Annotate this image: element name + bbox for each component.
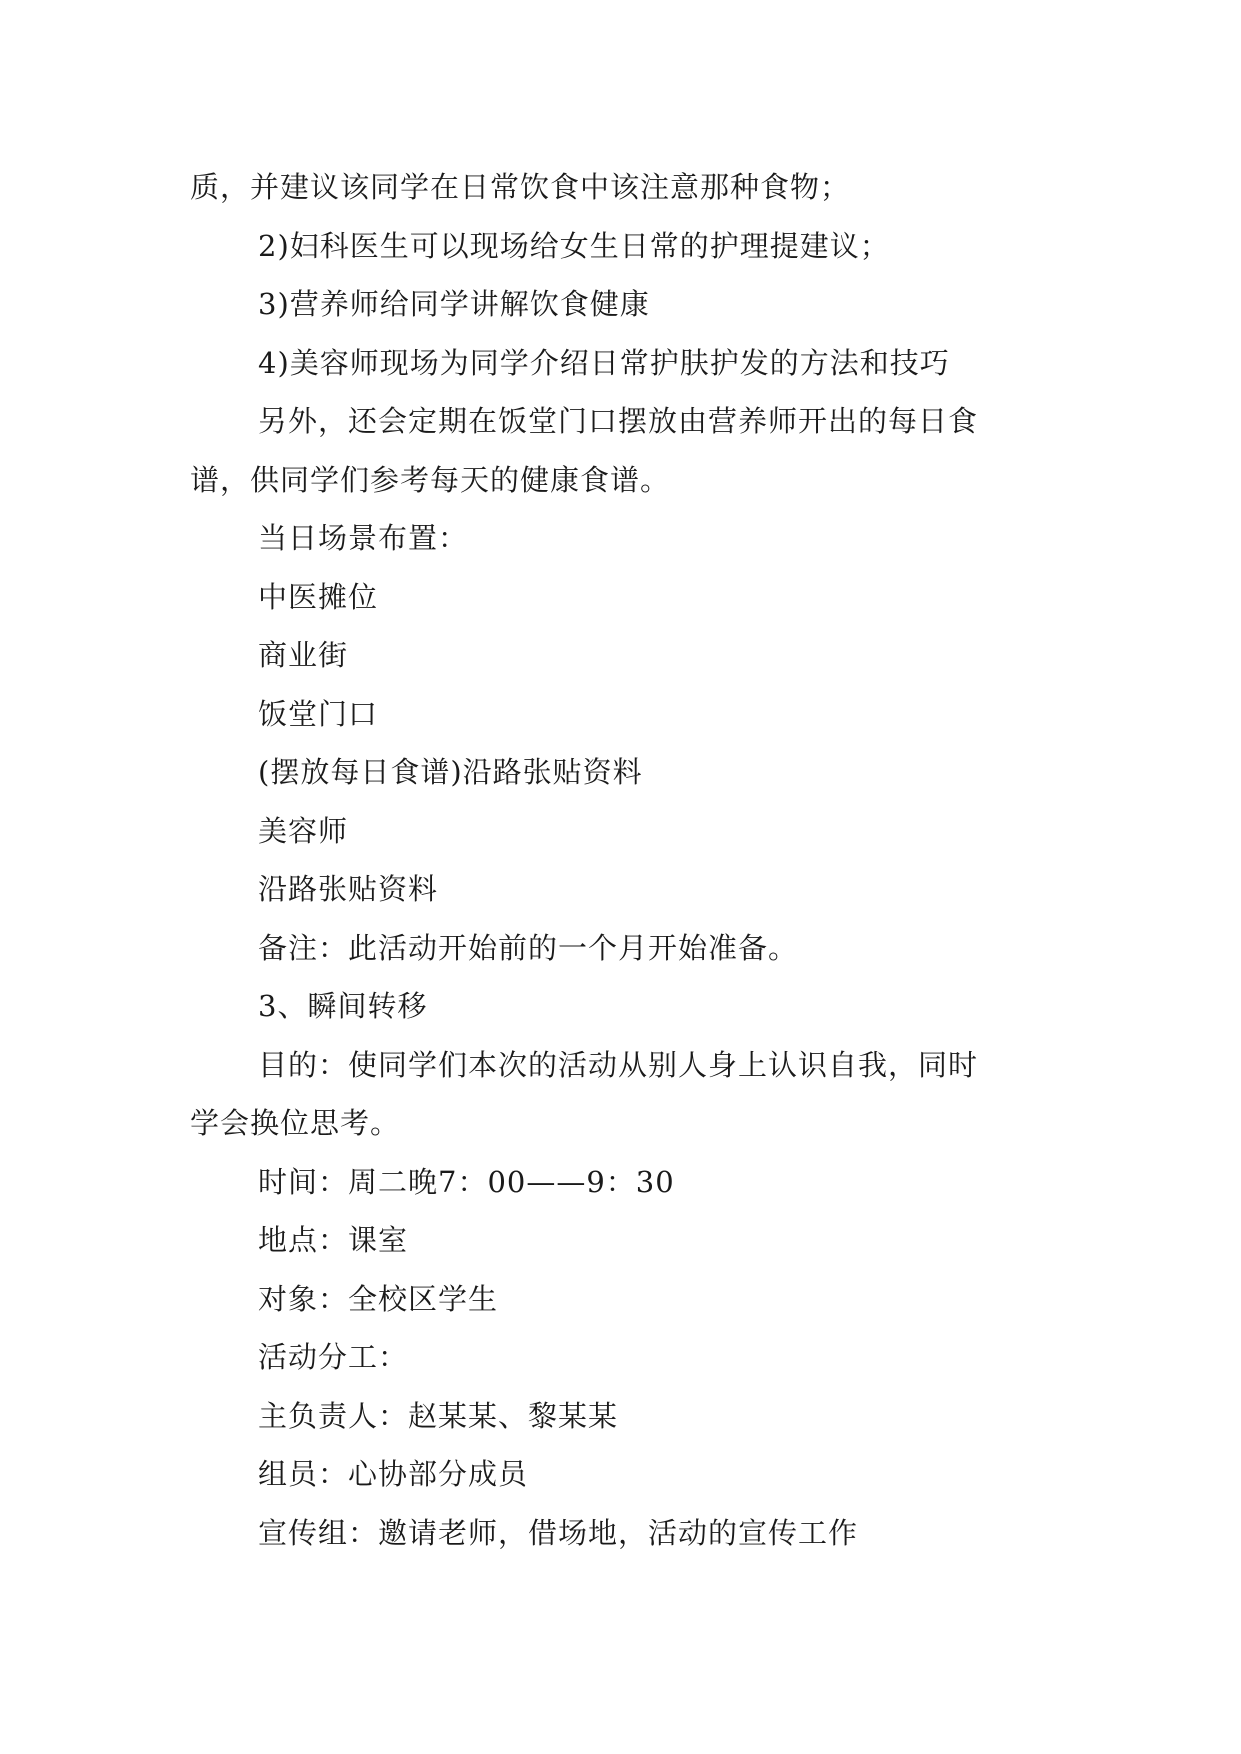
text-line: 沿路张贴资料 (258, 872, 439, 906)
text-line: 3)营养师给同学讲解饮食健康 (258, 287, 650, 321)
text-line: 4)美容师现场为同学介绍日常护肤护发的方法和技巧 (258, 345, 950, 380)
text-line: 当日场景布置： (258, 521, 469, 555)
text-line: 主负责人：赵某某、黎某某 (258, 1398, 619, 1433)
text-line: 美容师 (258, 813, 349, 848)
text-line: 另外，还会定期在饭堂门口摆放由营养师开出的每日食 (258, 404, 979, 438)
text-line: 饭堂门口 (258, 696, 379, 731)
text-line: 地点：课室 (258, 1223, 409, 1257)
text-line: 对象：全校区学生 (258, 1281, 499, 1316)
document-body (190, 158, 1070, 1562)
text-line: 学会换位思考。 (190, 1106, 401, 1140)
text-line: 中医摊位 (258, 579, 379, 614)
text-line: 时间：周二晚7：00——9：30 (258, 1164, 675, 1199)
text-line: 宣传组：邀请老师，借场地，活动的宣传工作 (258, 1515, 859, 1550)
text-line: 谱，供同学们参考每天的健康食谱。 (190, 462, 671, 497)
text-line: 2)妇科医生可以现场给女生日常的护理提建议； (258, 228, 890, 263)
text-line: 商业街 (258, 638, 349, 672)
text-line: 组员：心协部分成员 (258, 1457, 529, 1491)
text-line: (摆放每日食谱)沿路张贴资料 (258, 755, 643, 789)
text-line: 备注：此活动开始前的一个月开始准备。 (258, 930, 799, 965)
text-line: 质，并建议该同学在日常饮食中该注意那种食物； (190, 170, 851, 204)
text-line: 活动分工： (258, 1340, 409, 1374)
section-heading: 3、瞬间转移 (258, 989, 428, 1023)
text-line: 目的：使同学们本次的活动从别人身上认识自我，同时 (258, 1047, 979, 1082)
